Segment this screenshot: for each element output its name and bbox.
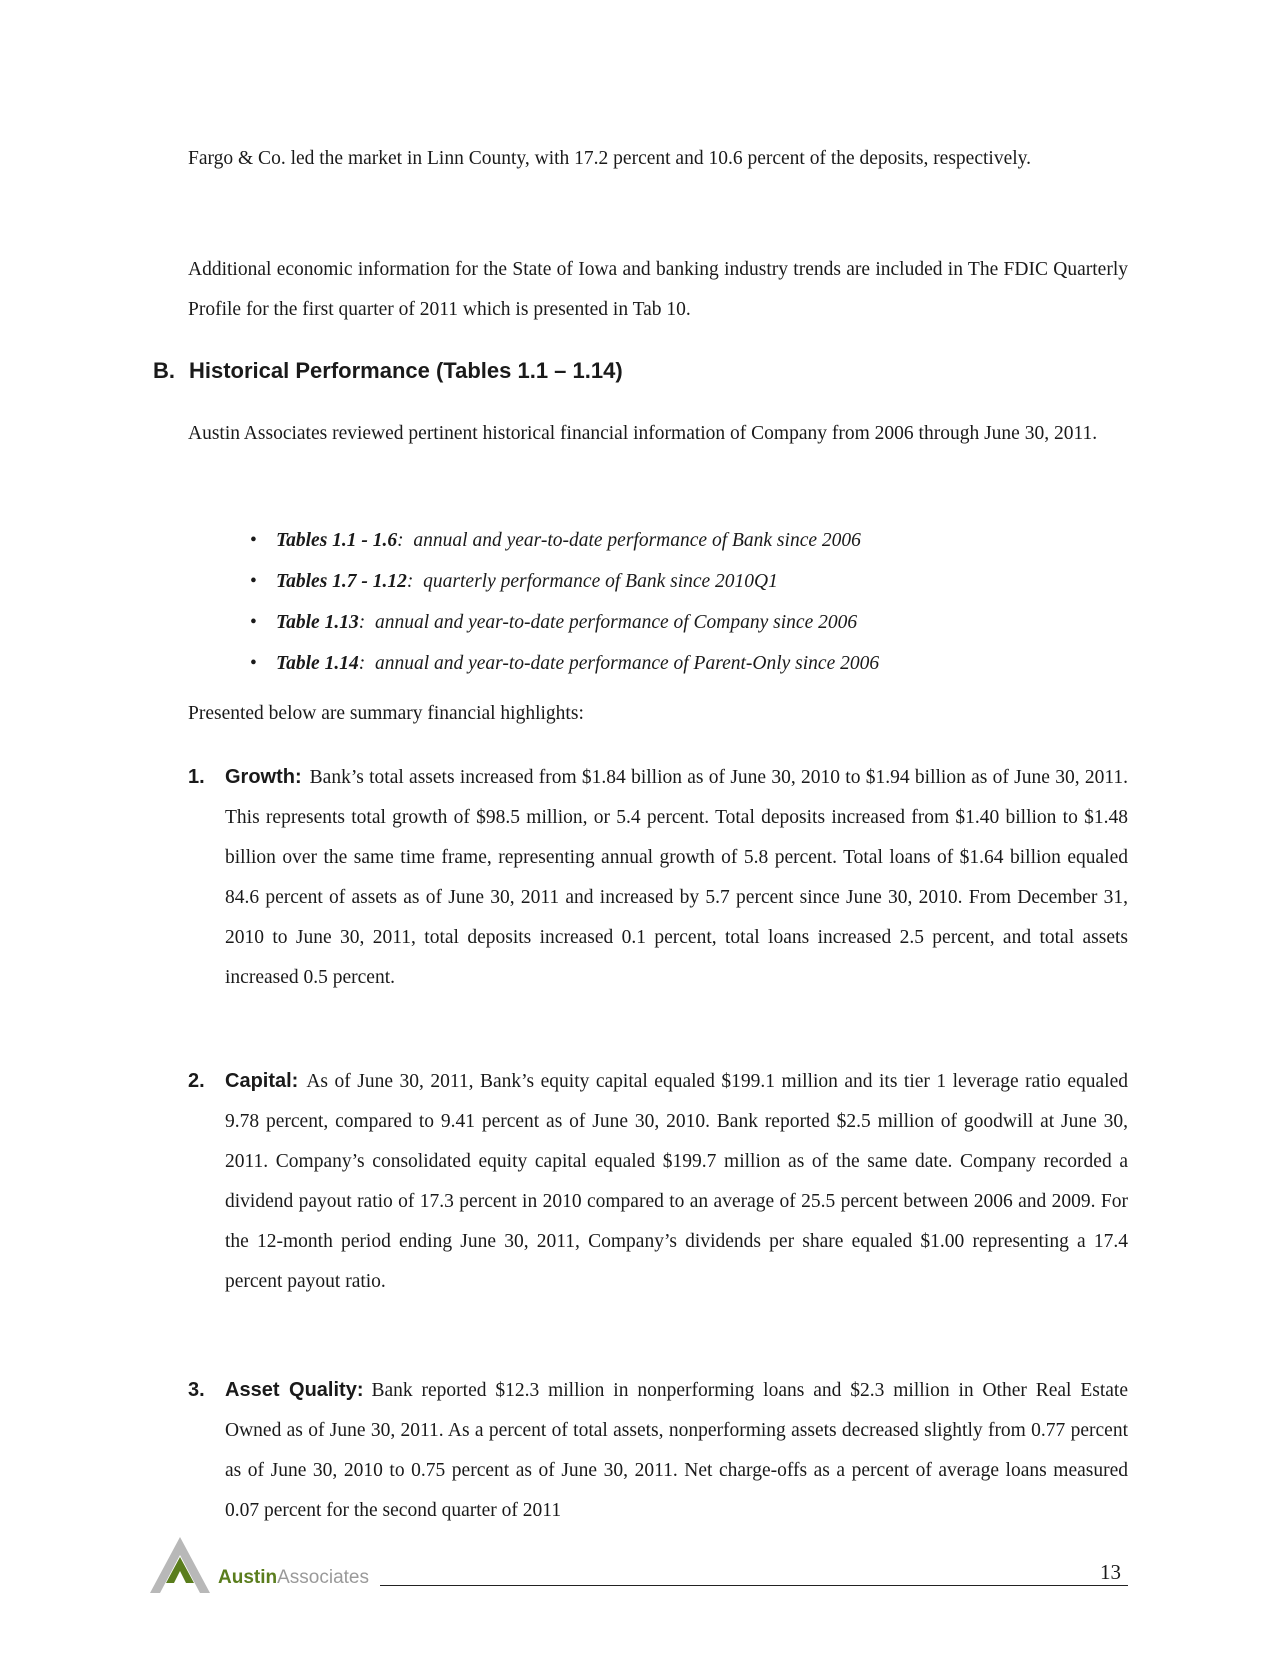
bullet-icon: • [250, 653, 257, 674]
intro-paragraph-2: Additional economic information for the State of Iowa and banking industry trends are included in The FDIC Quarterly Profile for the first quarter of 2011 which is presented in Tab 10. [188, 259, 1128, 320]
list-item: • Tables 1.1 - 1.6: annual and year-to-date performance of Bank since 2006 [250, 520, 879, 561]
item-number: 1. [188, 766, 205, 788]
item-text: Bank’s total assets increased from $1.84 billion as of June 30, 2010 to $1.94 billion as of June 30, 2011. This represents total growth of $98.5 million, or 5.4 percent. Total deposits increased from $1.40 billion to $1.48 billion over the same time frame, representing annual growth of 5.8 percent. Total loans of $1.64 billion equaled 84.6 percent of assets as of June 30, 2011 and increased by 5.7 percent since June 30, 2010. From December 31, 2010 to June 30, 2011, total deposits increased 0.1 percent, total loans increased 2.5 percent, and total assets increased 0.5 percent. [225, 767, 1128, 988]
logo-text-bold: Austin [218, 1567, 278, 1588]
bullet-desc: annual and year-to-date performance of Company since 2006 [374, 612, 858, 633]
review-paragraph: Austin Associates reviewed pertinent historical financial information of Company from 2006 through June 30, 2011. [188, 423, 1098, 444]
item-number: 2. [188, 1070, 205, 1092]
bullet-ref: Table 1.14 [276, 653, 359, 674]
item-label: Capital: [225, 1070, 299, 1092]
highlight-item-capital [188, 1061, 1128, 1302]
company-logo [148, 1535, 378, 1595]
item-number: 3. [188, 1379, 205, 1401]
item-label: Growth: [225, 766, 302, 788]
bullet-desc: quarterly performance of Bank since 2010Q1 [423, 571, 778, 592]
list-item: • Table 1.13: annual and year-to-date performance of Company since 2006 [250, 602, 879, 643]
bullet-desc: annual and year-to-date performance of Bank since 2006 [413, 530, 861, 551]
item-text: Bank reported $12.3 million in nonperforming loans and $2.3 million in Other Real Estate Owned as of June 30, 2011. As a percent of total assets, nonperforming assets decreased slightly from 0.77 percent as of June 30, 2010 to 0.75 percent as of June 30, 2011. Net charge-offs as a percent of average loans measured 0.07 percent for the second quarter of 2011 [225, 1380, 1128, 1521]
triangle-logo-icon [148, 1535, 212, 1595]
section-title: Historical Performance (Tables 1.1 – 1.14) [189, 358, 623, 383]
bullet-icon: • [250, 571, 257, 592]
highlights-intro: Presented below are summary financial highlights: [188, 703, 584, 724]
bullet-icon: • [250, 612, 257, 633]
bullet-desc: annual and year-to-date performance of Parent-Only since 2006 [374, 653, 880, 674]
list-item: • Table 1.14: annual and year-to-date performance of Parent-Only since 2006 [250, 643, 879, 684]
section-heading [153, 358, 623, 384]
list-item: • Tables 1.7 - 1.12: quarterly performance of Bank since 2010Q1 [250, 561, 879, 602]
bullet-icon: • [250, 530, 257, 551]
footer-divider [380, 1585, 1128, 1586]
page-number: 13 [1100, 1560, 1121, 1584]
table-bullet-list [250, 520, 879, 684]
bullet-ref: Tables 1.1 - 1.6 [276, 530, 398, 551]
highlight-item-asset-quality [188, 1370, 1128, 1531]
bullet-ref: Tables 1.7 - 1.12 [276, 571, 407, 592]
item-text: As of June 30, 2011, Bank’s equity capital equaled $199.1 million and its tier 1 leverage ratio equaled 9.78 percent, compared to 9.41 percent as of June 30, 2010. Bank reported $2.5 million of goodwill at June 30, 2011. Company’s consolidated equity capital equaled $199.7 million as of the same date. Company recorded a dividend payout ratio of 17.3 percent in 2010 compared to an average of 25.5 percent between 2006 and 2009. For the 12-month period ending June 30, 2011, Company’s dividends per share equaled $1.00 representing a 17.4 percent payout ratio. [225, 1071, 1128, 1292]
bullet-ref: Table 1.13 [276, 612, 359, 633]
logo-text-light: Associates [277, 1567, 369, 1588]
intro-paragraph-1: Fargo & Co. led the market in Linn County, with 17.2 percent and 10.6 percent of the deposits, respectively. [188, 148, 1032, 169]
section-letter: B. [153, 358, 175, 383]
item-label: Asset Quality: [225, 1379, 364, 1401]
logo-wordmark [218, 1567, 369, 1589]
highlight-item-growth [188, 757, 1128, 998]
